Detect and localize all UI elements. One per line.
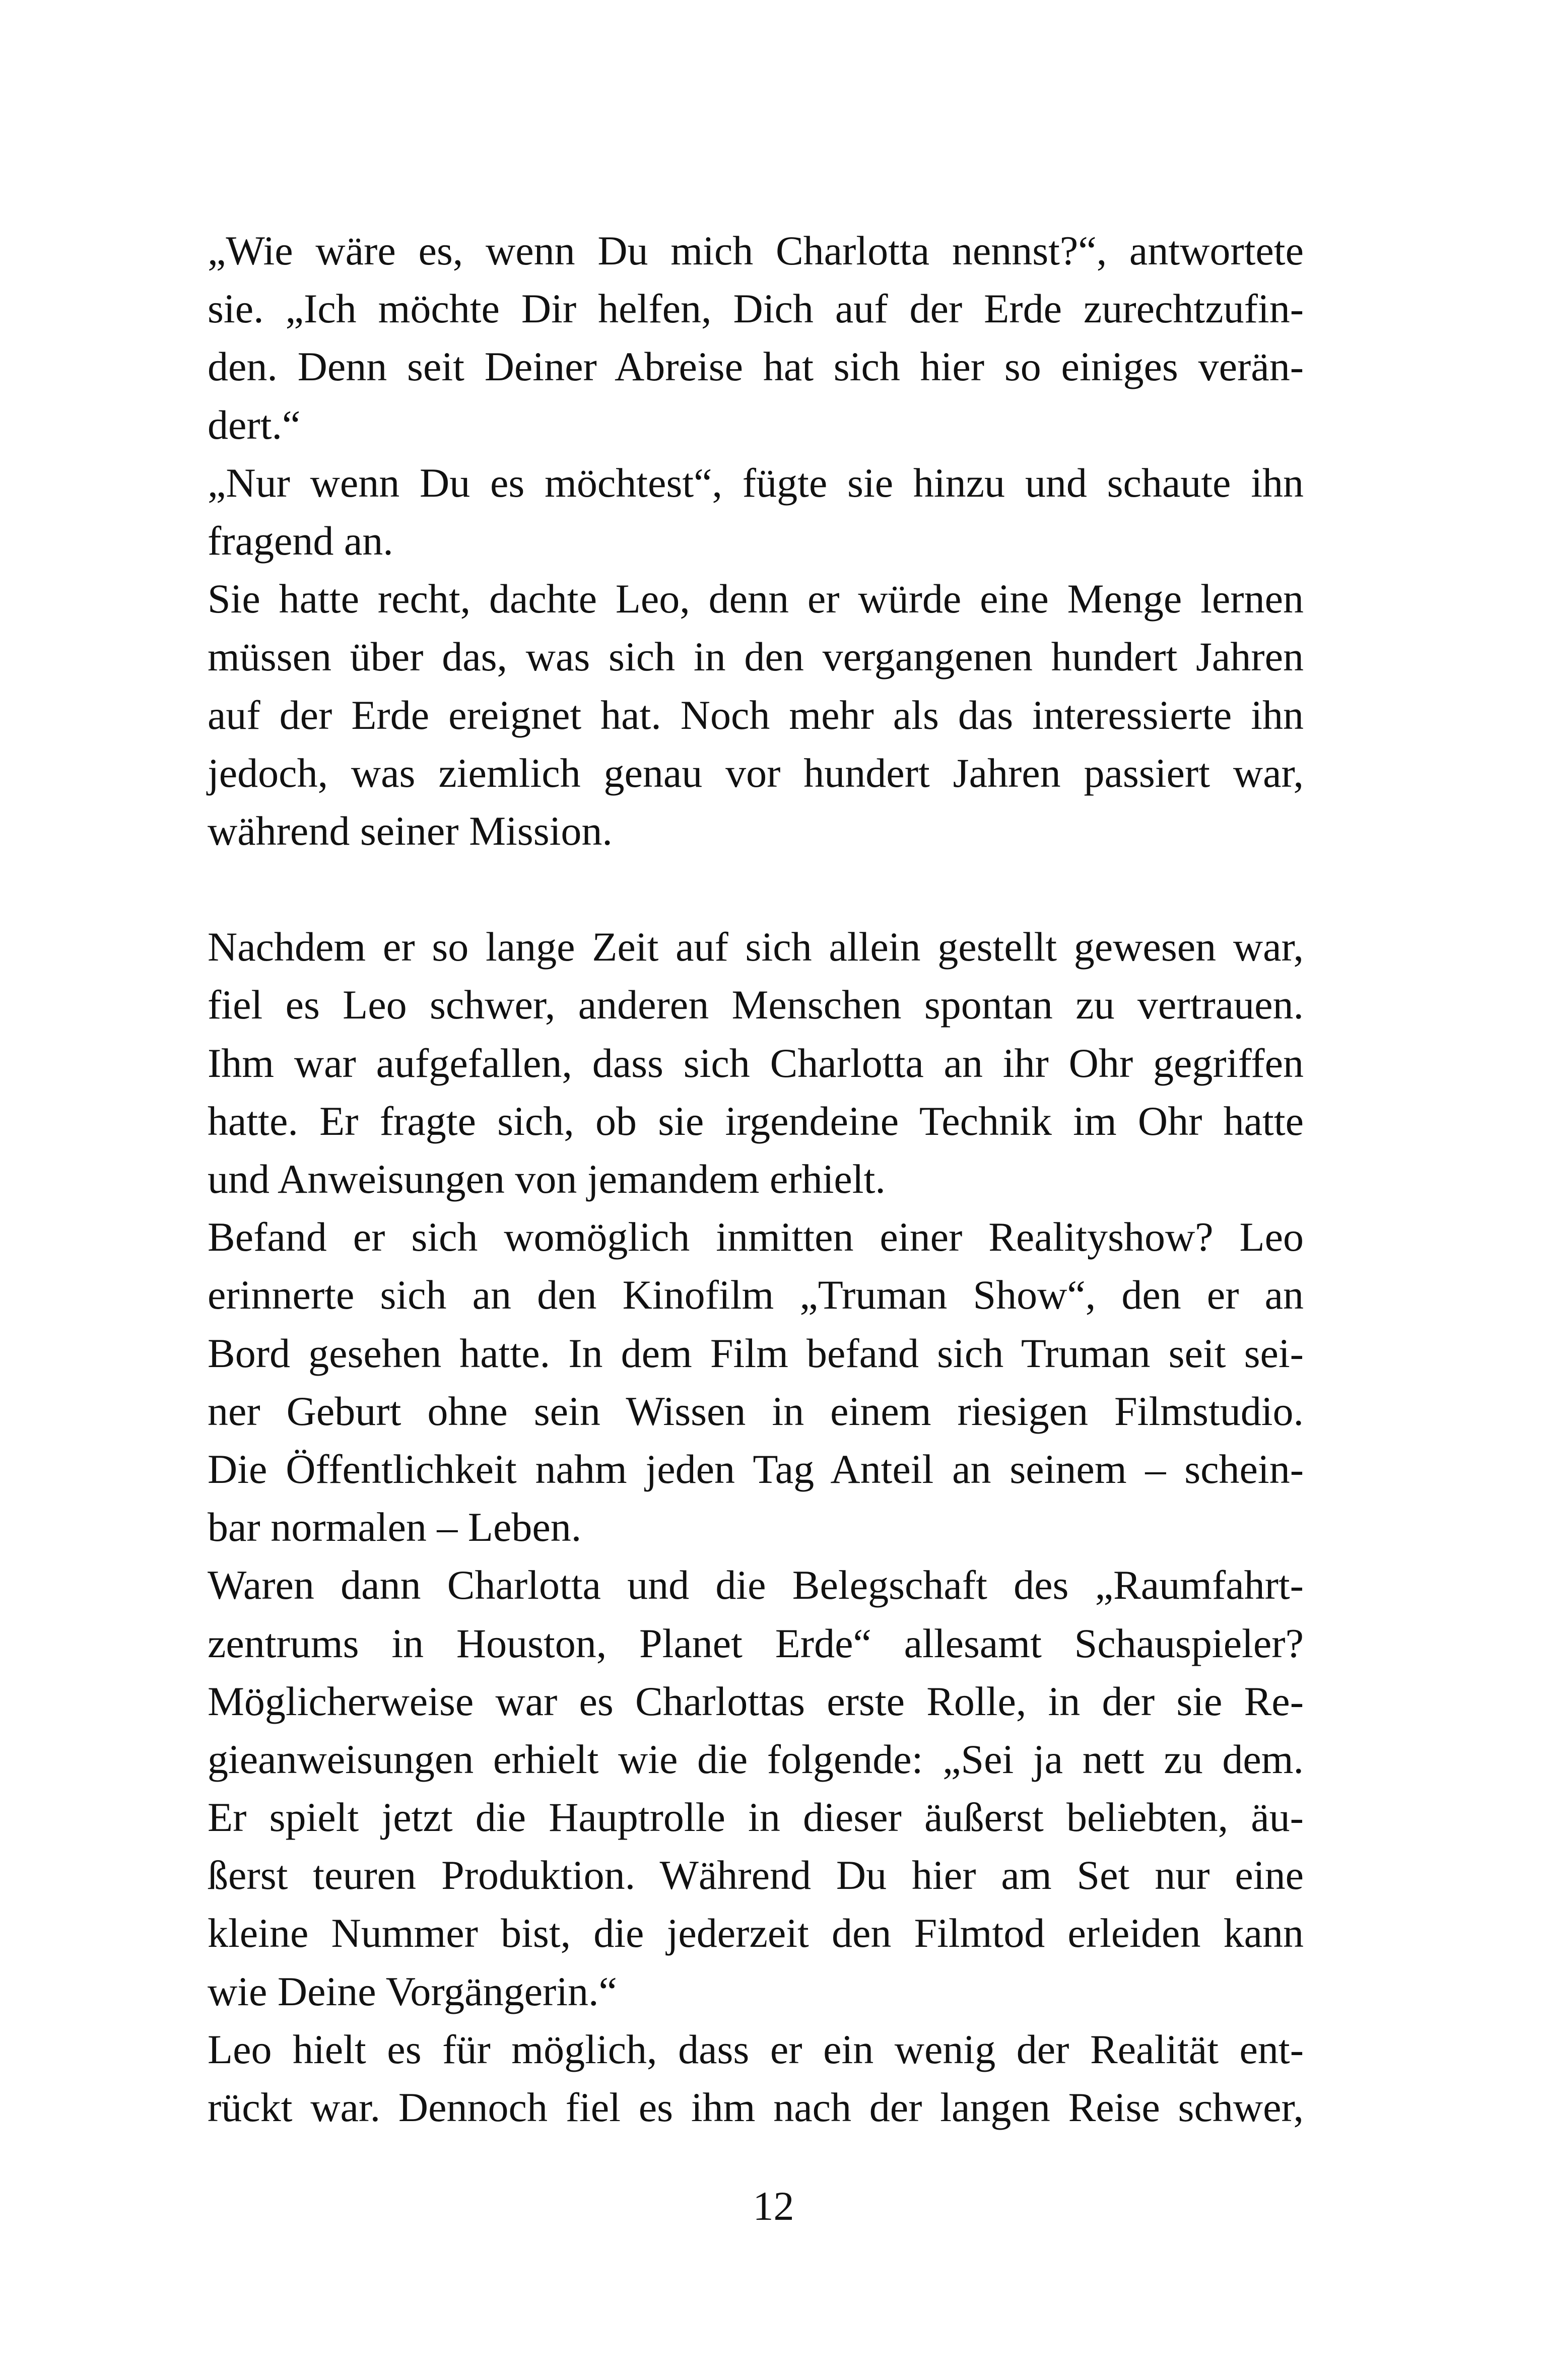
text-line: kleine Nummer bist, die jederzeit den Filmtod erleiden kann [208, 1910, 1304, 1956]
text-line: auf der Erde ereignet hat. Noch mehr als das interessierte ihn [208, 692, 1304, 738]
blank-line [208, 860, 1304, 918]
page-number: 12 [753, 2183, 794, 2229]
text-line: Ihm war aufgefallen, dass sich Charlotta an ihr Ohr gegriffen [208, 1040, 1304, 1086]
text-line: fiel es Leo schwer, anderen Menschen spontan zu vertrauen. [208, 982, 1304, 1028]
text-line: rückt war. Dennoch fiel es ihm nach der langen Reise schwer, [208, 2084, 1304, 2130]
text-line: hatte. Er fragte sich, ob sie irgendeine Technik im Ohr hatte [208, 1098, 1304, 1144]
text-line: Möglicherweise war es Charlottas erste Rolle, in der sie Re- [208, 1678, 1304, 1724]
text-line: Leo hielt es für möglich, dass er ein wenig der Realität ent- [208, 2026, 1304, 2072]
text-line: „Nur wenn Du es möchtest“, fügte sie hinzu und schaute ihn [208, 459, 1304, 506]
text-line: Er spielt jetzt die Hauptrolle in dieser äußerst beliebten, äu- [208, 1794, 1304, 1841]
text-line: erinnerte sich an den Kinofilm „Truman Show“, den er an [208, 1272, 1304, 1318]
text-line: „Wie wäre es, wenn Du mich Charlotta nennst?“, antwortete [208, 228, 1304, 274]
text-line: Die Öffentlichkeit nahm jeden Tag Anteil an seinem – schein- [208, 1446, 1304, 1492]
text-line: ßerst teuren Produktion. Während Du hier am Set nur eine [208, 1852, 1304, 1898]
text-line: jedoch, was ziemlich genau vor hundert Jahren passiert war, [208, 750, 1304, 796]
text-line: Waren dann Charlotta und die Belegschaft des „Raumfahrt- [208, 1562, 1304, 1608]
text-line: während seiner Mission. [208, 807, 613, 854]
text-line: müssen über das, was sich in den vergangenen hundert Jahren [208, 634, 1304, 680]
text-line: gieanweisungen erhielt wie die folgende: „Sei ja nett zu dem. [208, 1736, 1304, 1782]
text-line: sie. „Ich möchte Dir helfen, Dich auf der Erde zurechtzufin- [208, 286, 1304, 332]
text-line: Sie hatte recht, dachte Leo, denn er würde eine Menge lernen [208, 576, 1304, 622]
text-line: Nachdem er so lange Zeit auf sich allein gestellt gewesen war, [208, 924, 1304, 970]
text-line: wie Deine Vorgängerin.“ [208, 1968, 617, 2014]
text-line: Befand er sich womöglich inmitten einer Realityshow? Leo [208, 1214, 1304, 1260]
text-line: bar normalen – Leben. [208, 1504, 582, 1550]
text-line: fragend an. [208, 517, 393, 564]
text-line: Bord gesehen hatte. In dem Film befand sich Truman seit sei- [208, 1330, 1304, 1376]
text-line: dert.“ [208, 401, 301, 448]
text-line: den. Denn seit Deiner Abreise hat sich hier so einiges verän- [208, 344, 1304, 390]
text-line: zentrums in Houston, Planet Erde“ allesamt Schauspieler? [208, 1620, 1304, 1666]
body-text [208, 222, 1304, 2136]
text-line: ner Geburt ohne sein Wissen in einem riesigen Filmstudio. [208, 1388, 1304, 1434]
text-line: und Anweisungen von jemandem erhielt. [208, 1156, 886, 1202]
